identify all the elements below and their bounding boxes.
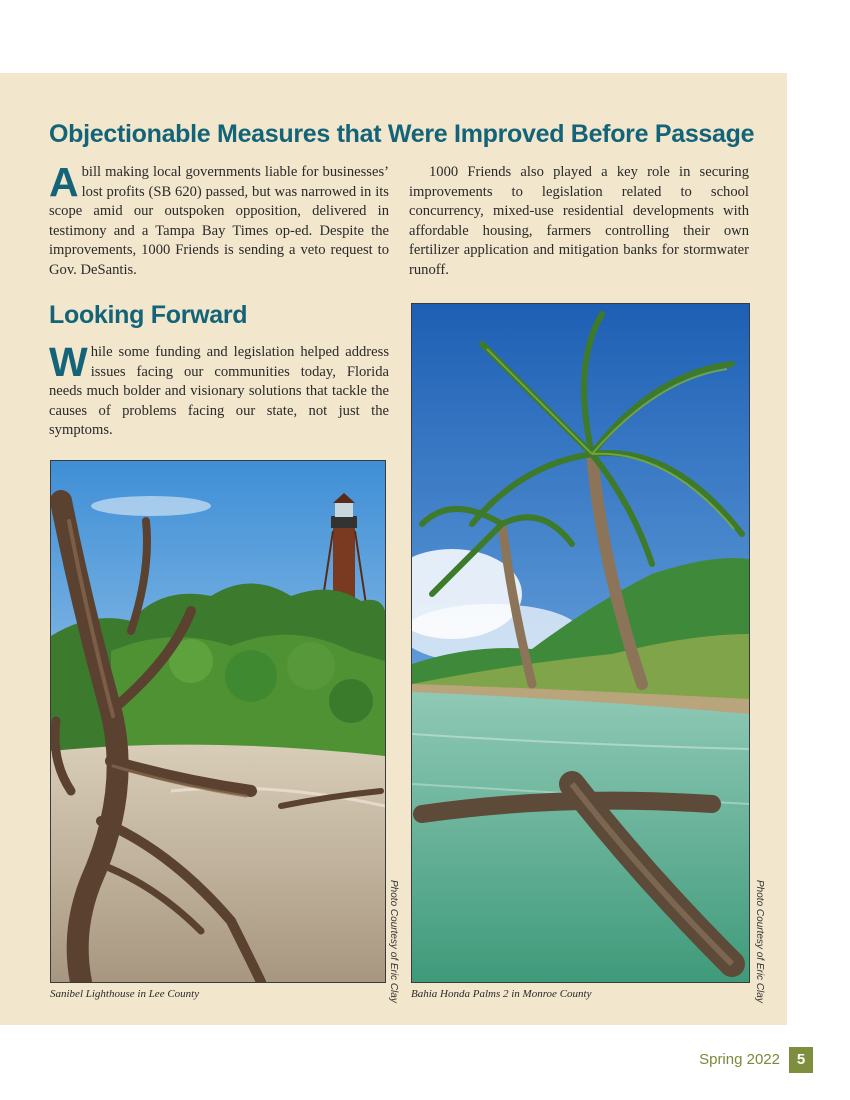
paragraph-text: 1000 Friends also played a key role in securing improvements to legislation related to school concurrency, mixed-use residential developments with affordable housing, farmers controlling their own fertilizer application and mitigation banks for stormwater runoff.	[409, 164, 749, 278]
body-column-3	[49, 339, 389, 441]
photo-sanibel-lighthouse	[50, 460, 386, 983]
photo-caption: Sanibel Lighthouse in Lee County	[50, 988, 200, 1000]
body-column-2	[409, 163, 749, 280]
page-number: 5	[789, 1047, 813, 1073]
body-column-1	[49, 159, 389, 280]
section-heading-looking-forward: Looking Forward	[49, 301, 248, 329]
paragraph-text: bill making local governments liable for businesses’ lost profits (SB 620) passed, but was narrowed in its scope amid our outspoken opposition, delivered in testimony and a Tampa Bay Times op-ed. Despite the improvements, 1000 Friends is sending a veto request to Gov. DeSantis.	[49, 164, 389, 278]
drop-cap: A	[49, 159, 79, 205]
photo-credit: Photo Courtesy of Eric Clay	[388, 880, 399, 1003]
photo-caption: Bahia Honda Palms 2 in Monroe County	[411, 988, 592, 1000]
section-heading-objectionable: Objectionable Measures that Were Improved Before Passage	[49, 120, 755, 148]
drop-cap: W	[49, 339, 88, 385]
photo-bahia-honda-palms	[411, 303, 750, 983]
issue-season: Spring 2022	[699, 1051, 780, 1068]
paragraph-text: hile some funding and legislation helped address issues facing our communities today, Florida needs much bolder and visionary solutions that tackle the causes of problems facing our state, not just the symptoms.	[49, 344, 389, 438]
photo-credit: Photo Courtesy of Eric Clay	[754, 880, 765, 1003]
